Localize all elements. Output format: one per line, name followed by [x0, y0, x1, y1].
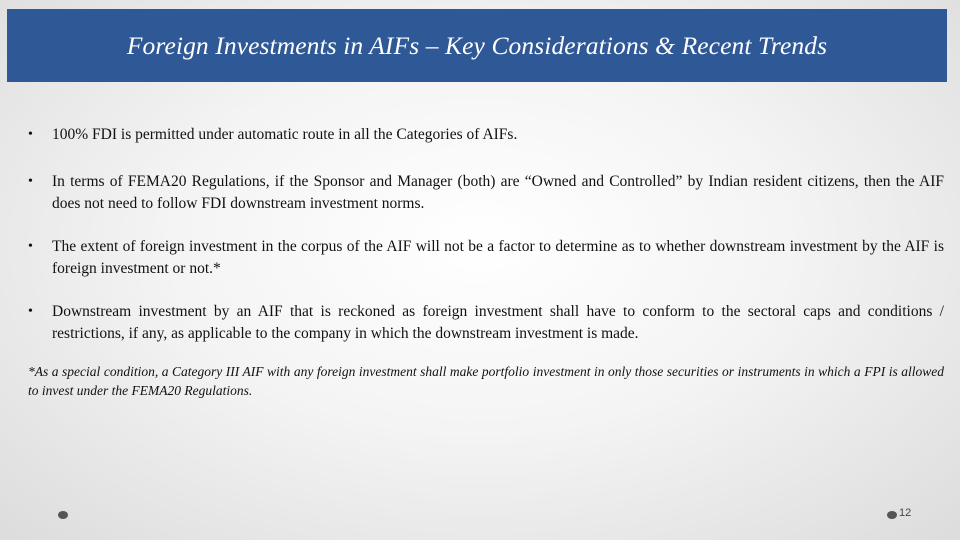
bullet-marker: • — [28, 304, 33, 319]
title-bar — [7, 9, 947, 82]
bullet-text: The extent of foreign investment in the corpus of the AIF will not be a factor to determine as to whether downstream investment by the AIF is foreign investment or not.* — [52, 238, 944, 277]
bullet-text: In terms of FEMA20 Regulations, if the Sponsor and Manager (both) are “Owned and Controlled” by Indian resident citizens, then the AIF does not need to follow FDI downstream investment norms. — [52, 173, 944, 212]
bullet-text: Downstream investment by an AIF that is reckoned as foreign investment shall have to conform to the sectoral caps and conditions / restrictions, if any, as applicable to the company in which the downstream investment is made. — [52, 303, 944, 342]
bullet-text: 100% FDI is permitted under automatic route in all the Categories of AIFs. — [52, 126, 518, 143]
decorative-dot — [887, 511, 897, 519]
bullet-item — [28, 171, 944, 215]
bullet-marker: • — [28, 239, 33, 254]
slide-title: Foreign Investments in AIFs – Key Considerations & Recent Trends — [126, 30, 828, 60]
bullet-item — [28, 236, 944, 280]
decorative-dot — [58, 511, 68, 519]
footnote: *As a special condition, a Category III AIF with any foreign investment shall make portfolio investment in only those securities or instruments in which a FPI is allowed to invest under the FEMA20 Regulations. — [28, 364, 944, 398]
bullet-marker: • — [28, 174, 33, 189]
bullet-item — [28, 124, 944, 146]
page-number: 12 — [899, 507, 912, 519]
bullet-marker: • — [28, 127, 33, 142]
bullet-list — [28, 124, 944, 366]
bullet-item — [28, 301, 944, 345]
